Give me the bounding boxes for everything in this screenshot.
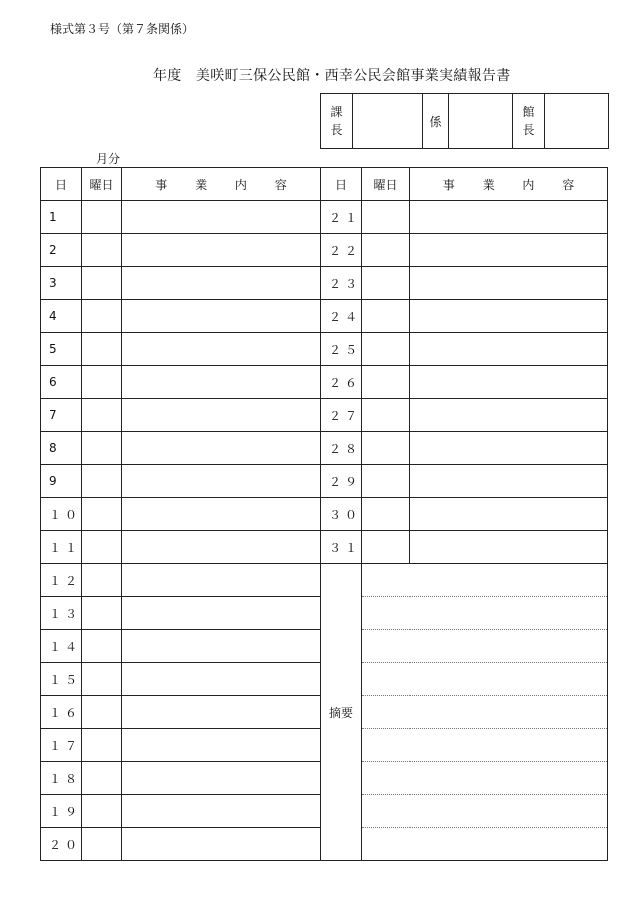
table-row [41,498,608,531]
weekday-cell[interactable] [82,762,122,795]
day-number: 6 [41,366,82,399]
summary-line[interactable] [362,828,608,861]
day-number: ２９ [321,465,362,498]
header-content: 事 業 内 容 [122,168,321,201]
day-number: 5 [41,333,82,366]
day-number: 7 [41,399,82,432]
weekday-cell[interactable] [82,630,122,663]
content-cell[interactable] [122,531,321,564]
table-row [41,333,608,366]
weekday-cell[interactable] [82,498,122,531]
content-cell[interactable] [122,696,321,729]
day-number: １５ [41,663,82,696]
weekday-cell[interactable] [82,300,122,333]
content-cell[interactable] [410,465,608,498]
content-cell[interactable] [122,795,321,828]
day-number: ２７ [321,399,362,432]
content-cell[interactable] [410,432,608,465]
summary-line[interactable] [362,696,608,729]
header-weekday-right: 曜日 [362,168,410,201]
summary-line[interactable] [362,663,608,696]
day-number: 9 [41,465,82,498]
content-cell[interactable] [122,663,321,696]
day-number: ２３ [321,267,362,300]
day-number: ２４ [321,300,362,333]
day-number: ２２ [321,234,362,267]
weekday-cell[interactable] [82,828,122,861]
weekday-cell[interactable] [82,663,122,696]
content-cell[interactable] [122,333,321,366]
content-cell[interactable] [122,465,321,498]
summary-line[interactable] [362,597,608,630]
content-cell[interactable] [122,267,321,300]
summary-line[interactable] [362,795,608,828]
weekday-cell[interactable] [82,531,122,564]
day-number: ３１ [321,531,362,564]
summary-line[interactable] [362,729,608,762]
weekday-cell[interactable] [82,564,122,597]
weekday-cell[interactable] [82,696,122,729]
weekday-cell[interactable] [362,300,410,333]
table-row [41,366,608,399]
weekday-cell[interactable] [82,795,122,828]
day-number: 4 [41,300,82,333]
table-row [41,234,608,267]
table-row [41,465,608,498]
header-day: 日 [41,168,82,201]
day-number: ２１ [321,201,362,234]
kakari-label: 係 [423,94,449,149]
weekday-cell[interactable] [362,201,410,234]
weekday-cell[interactable] [82,267,122,300]
content-cell[interactable] [122,630,321,663]
weekday-cell[interactable] [82,729,122,762]
content-cell[interactable] [122,762,321,795]
day-number: １９ [41,795,82,828]
header-day-right: 日 [321,168,362,201]
kancho-label: 館 長 [513,94,545,149]
content-cell[interactable] [122,432,321,465]
table-row [41,432,608,465]
day-number: １６ [41,696,82,729]
kakari-stamp-box[interactable] [449,94,513,149]
weekday-cell[interactable] [362,366,410,399]
weekday-cell[interactable] [362,432,410,465]
day-number: ２６ [321,366,362,399]
header-weekday: 曜日 [82,168,122,201]
day-number: １１ [41,531,82,564]
weekday-cell[interactable] [82,366,122,399]
day-number: 3 [41,267,82,300]
content-cell[interactable] [410,201,608,234]
content-cell[interactable] [410,399,608,432]
day-number: 8 [41,432,82,465]
document-title: 年度 美咲町三保公民館・西幸公民会館事業実績報告書 [153,68,511,84]
day-number: １７ [41,729,82,762]
content-cell[interactable] [410,333,608,366]
summary-line[interactable] [362,762,608,795]
weekday-cell[interactable] [362,465,410,498]
content-cell[interactable] [410,498,608,531]
table-row [41,201,608,234]
weekday-cell[interactable] [362,234,410,267]
weekday-cell[interactable] [82,234,122,267]
weekday-cell[interactable] [362,498,410,531]
content-cell[interactable] [122,234,321,267]
summary-line[interactable] [362,564,608,597]
content-cell[interactable] [410,267,608,300]
activity-log-table [40,167,608,861]
table-row [41,300,608,333]
form-number: 様式第３号（第７条関係） [50,22,195,36]
day-number: １８ [41,762,82,795]
weekday-cell[interactable] [82,465,122,498]
weekday-cell[interactable] [82,597,122,630]
day-number: １２ [41,564,82,597]
summary-line[interactable] [362,630,608,663]
table-row [41,531,608,564]
content-cell[interactable] [410,531,608,564]
content-cell[interactable] [122,399,321,432]
content-cell[interactable] [410,300,608,333]
day-number: 1 [41,201,82,234]
table-row [41,267,608,300]
table-row [41,399,608,432]
summary-label: 摘要 [321,564,362,861]
day-number: ２０ [41,828,82,861]
weekday-cell[interactable] [362,333,410,366]
approval-stamp-table [320,93,609,149]
month-label: 月分 [96,152,121,166]
weekday-cell[interactable] [82,432,122,465]
content-cell[interactable] [122,498,321,531]
kacho-label: 課 長 [321,94,353,149]
content-cell[interactable] [122,300,321,333]
content-cell[interactable] [122,366,321,399]
day-number: １０ [41,498,82,531]
day-number: １４ [41,630,82,663]
weekday-cell[interactable] [362,531,410,564]
content-cell[interactable] [122,828,321,861]
day-number: １３ [41,597,82,630]
kancho-stamp-box[interactable] [545,94,609,149]
weekday-cell[interactable] [362,267,410,300]
weekday-cell[interactable] [82,201,122,234]
day-number: 2 [41,234,82,267]
weekday-cell[interactable] [82,333,122,366]
kacho-stamp-box[interactable] [353,94,423,149]
content-cell[interactable] [122,564,321,597]
day-number: ２５ [321,333,362,366]
header-content-right: 事 業 内 容 [410,168,608,201]
day-number: ３０ [321,498,362,531]
content-cell[interactable] [410,366,608,399]
day-number: ２８ [321,432,362,465]
weekday-cell[interactable] [82,399,122,432]
table-header-row [41,168,608,201]
content-cell[interactable] [122,597,321,630]
content-cell[interactable] [410,234,608,267]
content-cell[interactable] [122,729,321,762]
weekday-cell[interactable] [362,399,410,432]
table-row [41,564,608,597]
content-cell[interactable] [122,201,321,234]
